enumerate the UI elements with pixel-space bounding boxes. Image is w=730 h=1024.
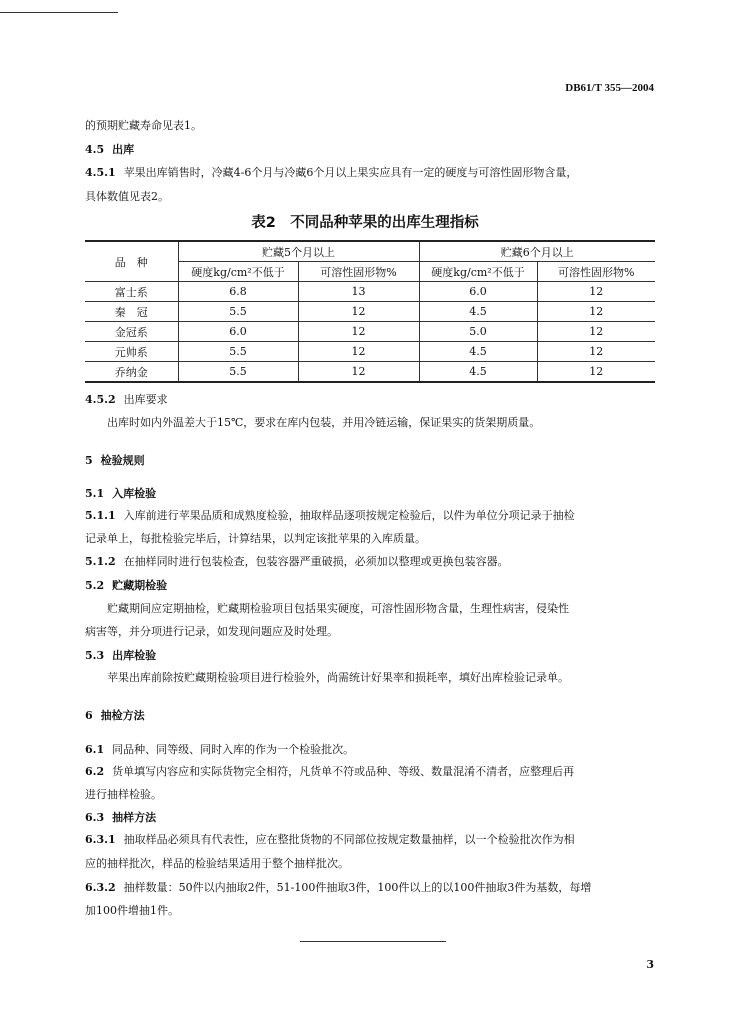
solids-header: 可溶性固形物%: [298, 262, 419, 282]
value-cell: 12: [298, 302, 419, 322]
value-cell: 5.5: [178, 302, 298, 322]
section-number: 5.1: [85, 487, 105, 500]
section-title: 检验规则: [100, 454, 145, 467]
variety-header: 品 种: [85, 241, 178, 282]
section-number: 6.3.2: [85, 881, 116, 894]
section-title: 入库检验: [112, 487, 157, 500]
solids-header: 可溶性固形物%: [537, 262, 655, 282]
section-6-2-line-1: [85, 760, 655, 783]
section-number: 4.5: [85, 143, 105, 156]
value-cell: 12: [298, 322, 419, 342]
section-6-heading: [85, 704, 655, 727]
value-cell: 12: [537, 302, 655, 322]
section-5-1-2-line: [85, 550, 655, 573]
section-4-5-1-line-2: 具体数值见表2。: [85, 190, 169, 203]
section-5-1-heading: [85, 482, 655, 505]
hardness-header: 硬度kg/cm²不低于: [178, 262, 298, 282]
section-6-3-2-line-1: [85, 876, 655, 899]
section-number: 6.3.1: [85, 833, 116, 846]
table-caption: 表2 不同品种苹果的出库生理指标: [251, 215, 479, 231]
section-6-2-line-2: 进行抽样检验。: [85, 788, 162, 801]
section-title: 出库: [112, 143, 135, 156]
section-number: 6.1: [85, 743, 105, 756]
value-cell: 5.5: [178, 362, 298, 383]
section-number: 6.2: [85, 765, 105, 778]
document-code: DB61/T 355—2004: [565, 82, 654, 94]
table-row: [85, 342, 655, 362]
value-cell: 12: [537, 362, 655, 383]
section-number: 5.3: [85, 649, 105, 662]
section-4-5-2-heading: [85, 388, 655, 411]
section-5-1-1-line-2: 记录单上，每批检验完毕后，计算结果，以判定该批苹果的入库质量。: [85, 532, 426, 545]
value-cell: 12: [537, 342, 655, 362]
paragraph-text: 在抽样同时进行包装检查，包装容器严重破损，必须加以整理或更换包装容器。: [123, 555, 509, 568]
value-cell: 4.5: [419, 302, 537, 322]
table-row: [85, 282, 655, 302]
section-5-2-line-1: 贮藏期间应定期抽检，贮藏期检验项目包括果实硬度，可溶性固形物含量，生理性病害，侵染性: [107, 602, 569, 615]
paragraph-text: 苹果出库销售时，冷藏4-6个月与冷藏6个月以上果实应具有一定的硬度与可溶性固形物含量，: [123, 166, 578, 179]
paragraph-text: 抽取样品必须具有代表性，应在整批货物的不同部位按规定数量抽样，以一个检验批次作为相: [123, 833, 575, 846]
value-cell: 12: [298, 342, 419, 362]
section-number: 5: [85, 454, 93, 467]
section-4-5-2-body: 出库时如内外温差大于15℃，要求在库内包装，并用冷链运输，保证果实的货架期质量。: [107, 416, 541, 429]
table-header-row: [85, 241, 655, 262]
value-cell: 6.0: [178, 322, 298, 342]
section-number: 4.5.2: [85, 393, 116, 406]
section-number: 6: [85, 709, 93, 722]
section-6-3-1-line-2: 应的抽样批次，样品的检验结果适用于整个抽样批次。: [85, 857, 349, 870]
table-row: [85, 362, 655, 383]
value-cell: 4.5: [419, 342, 537, 362]
end-separator-rule: [300, 941, 446, 942]
table-row: [85, 322, 655, 342]
paragraph-text: 同品种、同等级、同时入库的作为一个检验批次。: [112, 743, 355, 756]
section-number: 5.2: [85, 579, 105, 592]
section-5-1-1-line-1: [85, 504, 655, 527]
value-cell: 5.5: [178, 342, 298, 362]
section-title: 出库要求: [123, 393, 168, 406]
section-6-1-line: [85, 738, 655, 761]
section-5-heading: [85, 449, 655, 472]
value-cell: 12: [537, 282, 655, 302]
section-title: 出库检验: [112, 649, 157, 662]
paragraph-text: 入库前进行苹果品质和成熟度检验，抽取样品逐项按规定检验后，以件为单位分项记录于抽检: [123, 509, 575, 522]
variety-cell: 元帅系: [85, 342, 178, 362]
top-rule: [0, 12, 118, 13]
section-5-3-heading: [85, 644, 655, 667]
section-4-5-heading: [85, 138, 655, 161]
variety-cell: 秦 冠: [85, 302, 178, 322]
paragraph-text: 货单填写内容应和实际货物完全相符，凡货单不符或品种、等级、数量混淆不清者，应整理后再: [112, 765, 575, 778]
value-cell: 5.0: [419, 322, 537, 342]
variety-cell: 富士系: [85, 282, 178, 302]
section-6-3-heading: [85, 806, 655, 829]
section-number: 5.1.1: [85, 509, 116, 522]
value-cell: 6.0: [419, 282, 537, 302]
section-4-5-1-line-1: [85, 161, 655, 184]
storage-index-table: [85, 240, 655, 383]
section-title: 贮藏期检验: [112, 579, 168, 592]
variety-cell: 金冠系: [85, 322, 178, 342]
value-cell: 6.8: [178, 282, 298, 302]
section-number: 4.5.1: [85, 166, 116, 179]
section-number: 5.1.2: [85, 555, 116, 568]
value-cell: 13: [298, 282, 419, 302]
section-5-3-body: 苹果出库前除按贮藏期检验项目进行检验外，尚需统计好果率和损耗率，填好出库检验记录单。: [107, 671, 569, 684]
intro-line: 的预期贮藏寿命见表1。: [85, 119, 202, 132]
variety-cell: 乔纳金: [85, 362, 178, 383]
section-title: 抽检方法: [100, 709, 145, 722]
section-5-2-heading: [85, 574, 655, 597]
paragraph-text: 抽样数量：50件以内抽取2件，51-100件抽取3件，100件以上的以100件抽取3件为基数，每增: [123, 881, 592, 894]
value-cell: 12: [298, 362, 419, 383]
value-cell: 4.5: [419, 362, 537, 383]
section-number: 6.3: [85, 811, 105, 824]
section-6-3-2-line-2: 加100件增抽1件。: [85, 904, 179, 917]
group-header-6-months: 贮藏6个月以上: [419, 241, 655, 262]
table-row: [85, 302, 655, 322]
group-header-5-months: 贮藏5个月以上: [178, 241, 419, 262]
section-6-3-1-line-1: [85, 828, 655, 851]
page-number: 3: [646, 958, 654, 971]
hardness-header: 硬度kg/cm²不低于: [419, 262, 537, 282]
value-cell: 12: [537, 322, 655, 342]
section-5-2-line-2: 病害等，并分项进行记录，如发现问题应及时处理。: [85, 625, 338, 638]
section-title: 抽样方法: [112, 811, 157, 824]
